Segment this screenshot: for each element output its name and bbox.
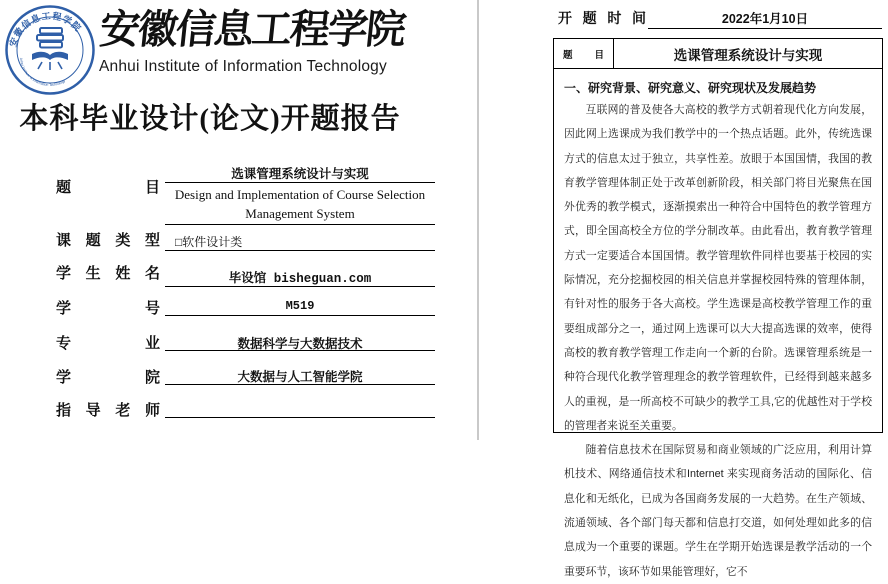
- form-label-advisor: 指 导 老 师: [56, 402, 160, 419]
- report-table: [553, 38, 883, 578]
- proposal-date-value: 2022年1月10日: [648, 9, 882, 29]
- section-heading: 一、研究背景、研究意义、研究现状及发展趋势: [564, 81, 817, 95]
- form-value-college: 大数据与人工智能学院: [165, 367, 435, 385]
- university-seal-logo: [4, 4, 96, 96]
- proposal-date-label: 开 题 时 间: [558, 10, 646, 26]
- form-label-topic-type: 课 题 类 型: [56, 232, 160, 249]
- table-title-label-cell: [554, 39, 614, 68]
- form-value-title-en-line1: Design and Implementation of Course Selection: [174, 187, 426, 202]
- form-value-student-name: 毕设馆 bisheguan.com: [165, 268, 435, 287]
- university-seal-icon: [4, 4, 96, 96]
- seal-ring-text-cn: 安徽信息工程学院: [7, 10, 84, 49]
- form-label-college: 学 院: [56, 369, 160, 386]
- body-paragraph: 随着信息技术在国际贸易和商业领域的广泛应用，利用计算机技术、网络通信技术和Internet 来实现商务活动的国际化、信息化和无纸化，已成为各国商务发展的一大趋势。在生产领域、流通领域、各个部门每天都和信息打交道，如何处理如此多的信息成为一个重要的课题。学生在学期开始选课是教学活动的一个重要环节，该环节如果能管理好，它不: [564, 444, 872, 578]
- form-label-major: 专 业: [56, 335, 160, 352]
- form-value-major: 数据科学与大数据技术: [165, 334, 435, 351]
- book-emblem-icon: [32, 28, 68, 70]
- form-label-title: 题 目: [56, 179, 160, 196]
- report-table-body: [554, 69, 882, 584]
- form-label-student-id: 学 号: [56, 300, 160, 317]
- table-title-label: 题 目: [563, 49, 604, 61]
- seal-ring-text-en: Anhui Institute of Information Technology: [19, 57, 67, 88]
- form-value-advisor: [165, 400, 435, 418]
- university-name-en: Anhui Institute of Information Technology: [99, 58, 387, 75]
- svg-text:Anhui Institute of Information: [19, 58, 66, 87]
- university-name-cn: 安徽信息工程学院: [97, 6, 407, 53]
- report-title: 本科毕业设计(论文)开题报告: [19, 103, 401, 135]
- form-value-topic-type: □软件设计类: [165, 233, 435, 251]
- form-value-title-cn: 选课管理系统设计与实现: [165, 164, 435, 183]
- form-value-title-en-line2: Management System: [165, 206, 435, 225]
- body-paragraph: 互联网的普及使各大高校的教学方式朝着现代化方向发展，因此网上选课成为我们教学中的一个热点话题。此外，传统选课方式的信息太过于独立，共享性差。放眼于本国国情，我国的教育教学管理体制正处于改革创新阶段，相关部门将目光聚焦在国外优秀的教学模式，逐渐摸索出一种符合中国特色的教学管理方式，即全国高校全方位的学分制改革。由此看出，教育教学管理方式一定要适合本国国情。教学管理软件同样也要基于校园的实际情况，充分挖掘校园的相关信息并掌握校园特殊的管理体制，有针对性的服务于各大高校。学生选课是高校教学管理工作的重要组成部分之一，通过网上选课可以大大提高选课的效率，使得高校的教育教学管理工作走向一个新的台阶。选课管理系统是一种符合现代化教学管理理念的教学管理软件，已经得到越来越多人的重视，是一所高校不可缺少的教学工具,它的优越性对于学校的管理者来说至关重要。: [564, 104, 872, 432]
- report-table-header: [554, 39, 882, 69]
- form-label-student-name: 学 生 姓 名: [56, 265, 160, 282]
- form-value-student-id: M519: [165, 299, 435, 316]
- table-title-value: 选课管理系统设计与实现: [673, 47, 823, 63]
- page-divider: [477, 0, 479, 440]
